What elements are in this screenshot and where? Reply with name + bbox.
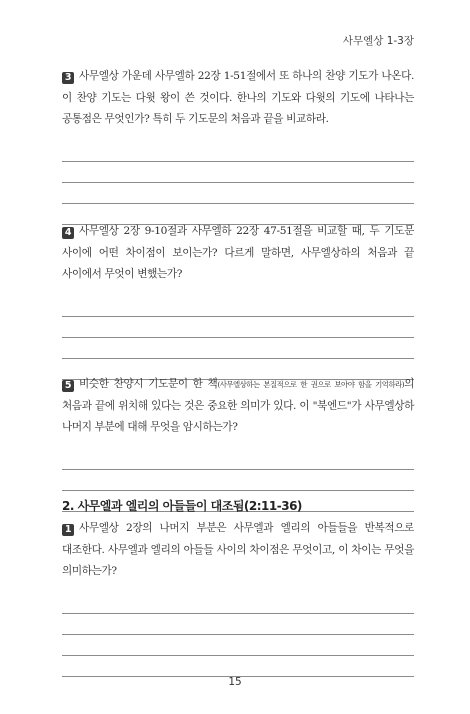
- answer-lines: [62, 593, 414, 677]
- question-text: 사무엘상 가운데 사무엘하 22장 1-51절에서 또 하나의 찬양 기도가 나온다. 이 찬양 기도는 다윗 왕이 쓴 것이다. 한나의 기도와 다윗의 기도에 나타나는 공통점은 무엇인가? 특히 두 기도문의 처음과 끝을 비교하라.: [62, 70, 414, 125]
- question-block-4: [62, 221, 414, 380]
- question-block-5: [62, 374, 414, 512]
- answer-line[interactable]: [62, 593, 414, 614]
- question-number-badge: 5: [62, 380, 74, 392]
- answer-line[interactable]: [62, 338, 414, 359]
- question-number-badge: 4: [62, 227, 74, 239]
- question-number-badge: 1: [62, 524, 74, 536]
- answer-lines: [62, 296, 414, 380]
- answer-line[interactable]: [62, 162, 414, 183]
- answer-line[interactable]: [62, 141, 414, 162]
- question-4: [62, 221, 414, 286]
- question-text: 비슷한 찬양시 기도문이 한 책: [79, 378, 218, 390]
- answer-line[interactable]: [62, 449, 414, 470]
- question-block-3: [62, 66, 414, 225]
- answer-line[interactable]: [62, 656, 414, 677]
- answer-line[interactable]: [62, 470, 414, 491]
- answer-line[interactable]: [62, 296, 414, 317]
- question-text-continued: 의 처음과 끝에 위치해 있다는 것은 중요한 의미가 있다. 이 "북엔드"가 사무엘상하 나머지 부분에 대해 무엇을 암시하는가?: [62, 378, 414, 433]
- question-parenthetical-note: (사무엘상하는 본질적으로 한 권으로 보아야 함을 기억하라): [217, 380, 405, 389]
- answer-line[interactable]: [62, 614, 414, 635]
- question-text: 사무엘상 2장 9-10절과 사무엘하 22장 47-51절을 비교할 때, 두 기도문 사이에 어떤 차이점이 보이는가? 다르게 말하면, 사무엘상하의 처음과 끝 사이에서 무엇이 변했는가?: [62, 225, 414, 280]
- section-question-1: [62, 518, 414, 583]
- running-head: 사무엘상 1-3장: [342, 35, 414, 47]
- answer-line[interactable]: [62, 635, 414, 656]
- question-3: [62, 66, 414, 131]
- answer-line[interactable]: [62, 183, 414, 204]
- section-2: [62, 497, 414, 677]
- page-number: 15: [228, 676, 242, 688]
- question-number-badge: 3: [62, 72, 74, 84]
- answer-line[interactable]: [62, 317, 414, 338]
- section-title: 2. 사무엘과 엘리의 아들들이 대조됨(2:11-36): [62, 499, 302, 513]
- answer-lines: [62, 141, 414, 225]
- question-text: 사무엘상 2장의 나머지 부분은 사무엘과 엘리의 아들들을 반복적으로 대조한다. 사무엘과 엘리의 아들들 사이의 차이점은 무엇이고, 이 차이는 무엇을 의미하는가?: [62, 522, 414, 577]
- question-5: [62, 374, 414, 439]
